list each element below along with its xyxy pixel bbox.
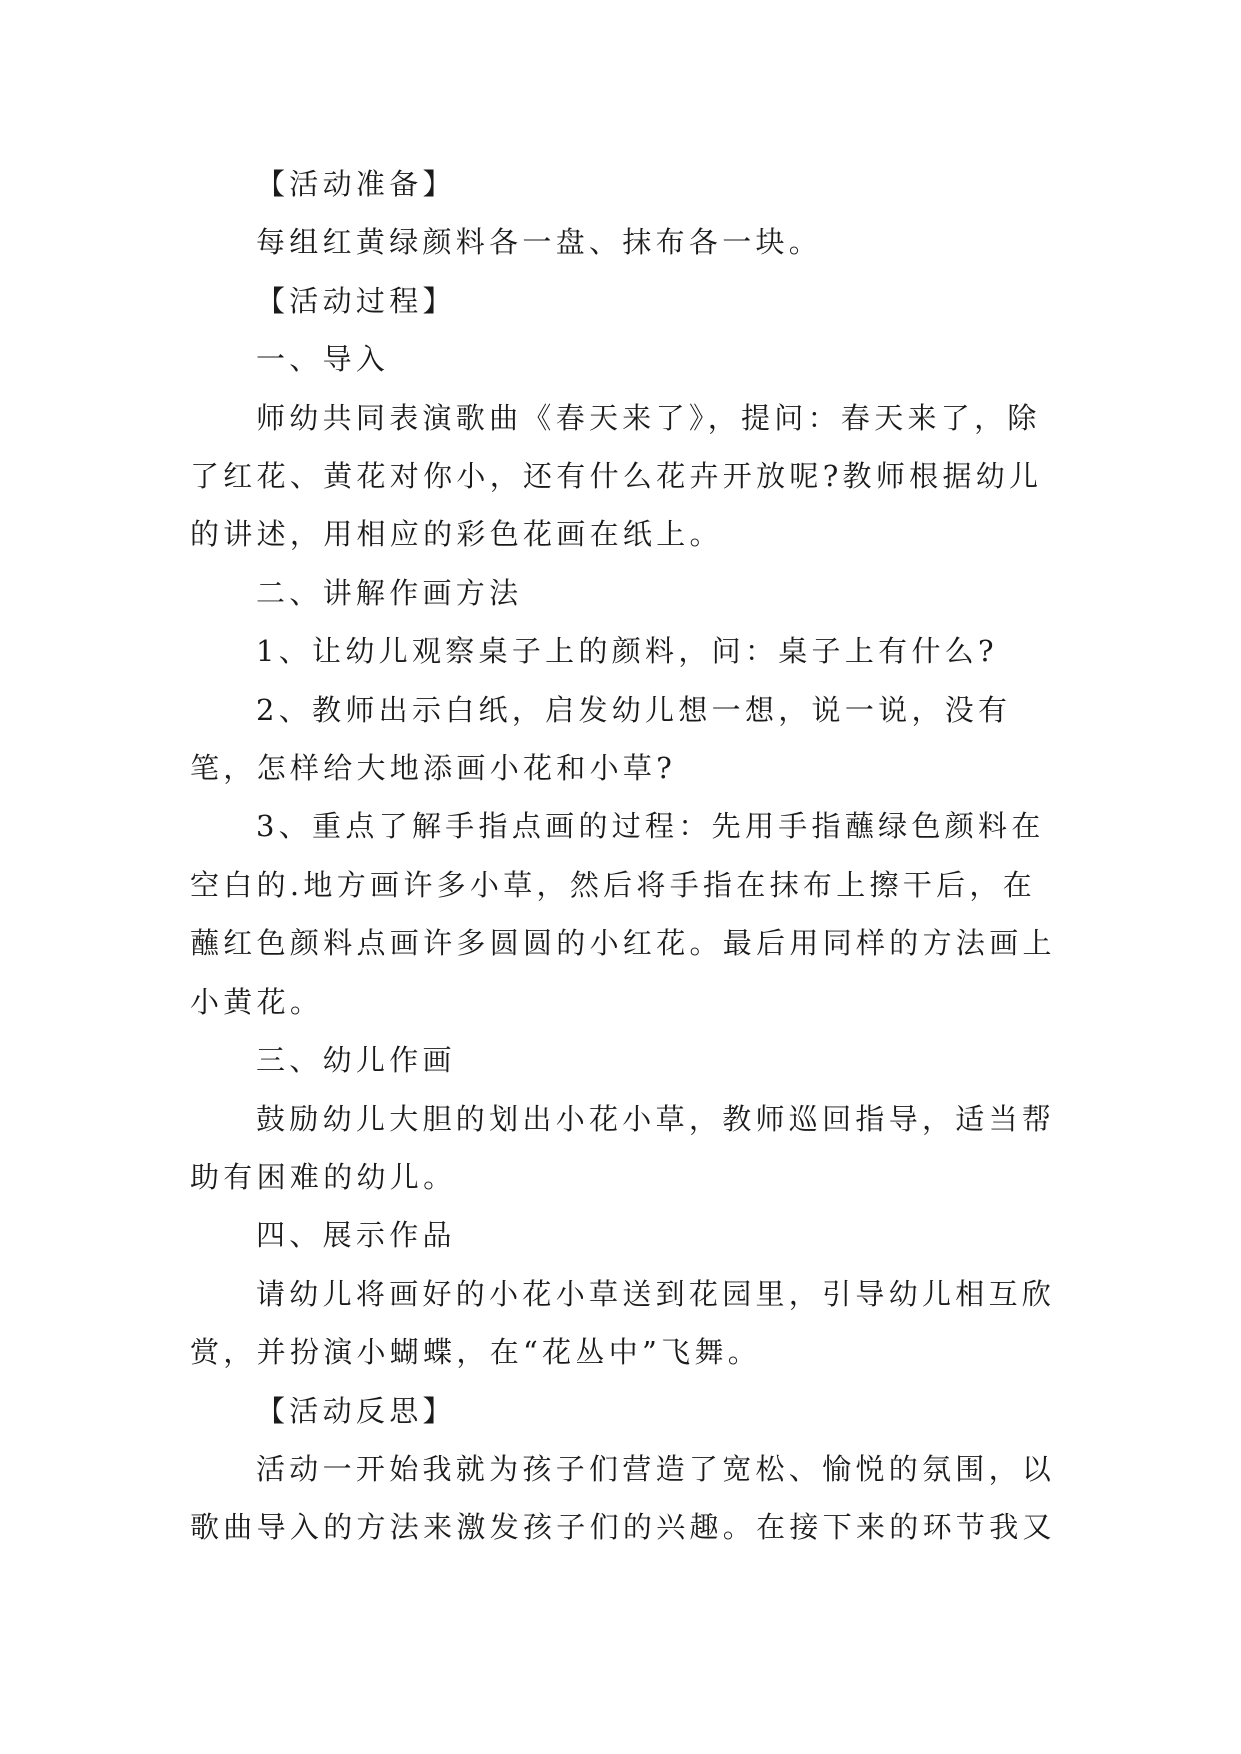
step-heading-display: 四、展示作品 [256, 1218, 456, 1253]
section-heading-preparation: 【活动准备】 [256, 167, 456, 201]
step-heading-drawing: 三、幼儿作画 [256, 1043, 456, 1078]
step-heading-method: 二、讲解作画方法 [256, 575, 523, 610]
paragraph-drawing: 鼓励幼儿大胆的划出小花小草，教师巡回指导，适当帮助有困难的幼儿。 [190, 1101, 1056, 1194]
paragraph-introduction: 师幼共同表演歌曲《春天来了》，提问：春天来了，除了红花、黄花对你小，还有什么花卉开放呢?教师根据幼儿的讲述，用相应的彩色花画在纸上。 [190, 400, 1043, 552]
paragraph-display: 请幼儿将画好的小花小草送到花园里，引导幼儿相互欣赏，并扮演小蝴蝶，在“花丛中”飞舞。 [190, 1276, 1056, 1370]
paragraph-method-3: 3、重点了解手指点画的过程：先用手指蘸绿色颜料在空白的.地方画许多小草，然后将手指在抹布上擦干后，在蘸红色颜料点画许多圆圆的小红花。最后用同样的方法画上小黄花。 [190, 809, 1056, 1019]
step-heading-introduction: 一、导入 [256, 342, 390, 377]
paragraph-method-1: 1、让幼儿观察桌子上的颜料，问：桌子上有什么? [256, 634, 998, 669]
section-heading-process: 【活动过程】 [256, 283, 456, 318]
paragraph-reflection: 活动一开始我就为孩子们营造了宽松、愉悦的氛围，以歌曲导入的方法来激发孩子们的兴趣。在接下来的环节我又 [190, 1451, 1056, 1545]
document-body [190, 155, 1060, 1557]
paragraph-materials: 每组红黄绿颜料各一盘、抹布各一块。 [256, 225, 823, 260]
section-heading-reflection: 【活动反思】 [256, 1393, 456, 1428]
paragraph-method-2: 2、教师出示白纸，启发幼儿想一想，说一说，没有笔，怎样给大地添画小花和小草? [190, 692, 1012, 786]
